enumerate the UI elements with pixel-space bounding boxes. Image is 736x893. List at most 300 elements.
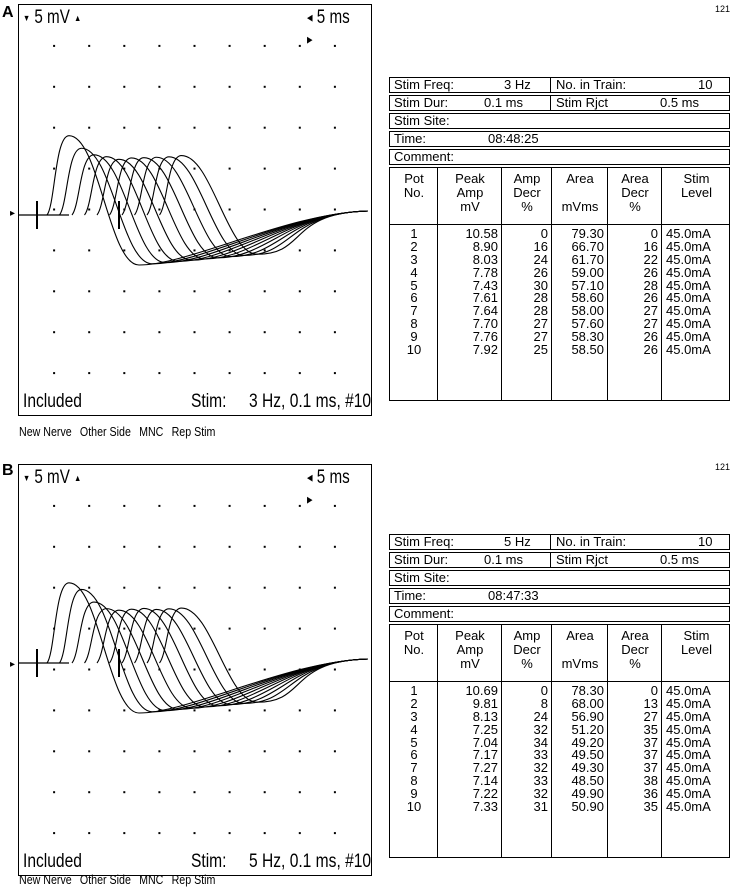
cell-area-1: 78.30 xyxy=(571,683,604,698)
results-table xyxy=(389,534,730,858)
column-stim-level xyxy=(662,168,731,400)
grid-dot xyxy=(299,628,301,630)
cell-area-decr-2: 13 xyxy=(643,695,658,711)
grid-dot xyxy=(334,127,336,129)
grid-dot xyxy=(194,86,196,88)
grid-dot xyxy=(194,372,196,374)
cell-area-decr-9: 36 xyxy=(643,786,658,802)
waveform-display xyxy=(18,464,372,876)
grid-dot xyxy=(158,546,160,548)
column-area xyxy=(552,168,608,400)
cell-peak-amp-2: 8.90 xyxy=(472,238,498,254)
cell-area-decr-7: 37 xyxy=(643,760,658,776)
grid-dot xyxy=(334,832,336,834)
grid-dot xyxy=(158,587,160,589)
included-label: Included xyxy=(23,851,82,872)
grid-dot xyxy=(88,86,90,88)
cell-stim-level-6: 45.0mA xyxy=(666,747,711,763)
cell-area-2: 68.00 xyxy=(571,695,604,711)
column-header-pot-no: Pot No. xyxy=(403,171,425,200)
stim-rjct-label: Stim Rjct xyxy=(556,552,608,567)
up-arrow-icon[interactable]: ▲ xyxy=(74,12,82,23)
info-row-comment xyxy=(389,606,730,622)
grid-dot xyxy=(299,168,301,170)
cell-area-7: 49.30 xyxy=(571,760,604,776)
cell-peak-amp-1: 10.58 xyxy=(465,226,498,241)
left-arrow-icon[interactable]: ◀ xyxy=(307,12,313,23)
cell-amp-decr-7: 32 xyxy=(533,760,548,776)
grid-dot xyxy=(123,372,125,374)
cell-area-10: 50.90 xyxy=(571,799,604,815)
info-row-dur xyxy=(389,552,730,568)
cell-stim-level-8: 45.0mA xyxy=(666,773,711,789)
cell-area-decr-3: 22 xyxy=(643,251,658,267)
grid-dot xyxy=(299,832,301,834)
grid-dot xyxy=(229,209,231,211)
grid-dot xyxy=(158,832,160,834)
grid-dot xyxy=(264,709,266,711)
grid-dot xyxy=(299,331,301,333)
panel-b xyxy=(0,446,736,892)
time-scale[interactable] xyxy=(307,467,358,511)
stim-freq-value: 3 Hz xyxy=(504,77,531,92)
cell-pot-no-10: 10 xyxy=(406,342,422,358)
grid-dot xyxy=(264,45,266,47)
menu-new-nerve[interactable]: New Nerve xyxy=(19,872,72,887)
divider xyxy=(550,534,551,550)
time-label: Time: xyxy=(394,588,427,603)
stim-dur-value: 0.1 ms xyxy=(484,95,524,110)
cell-pot-no-3: 3 xyxy=(410,708,418,724)
grid-dot xyxy=(194,709,196,711)
grid-dot xyxy=(229,628,231,630)
info-row-site xyxy=(389,113,730,129)
grid-dot xyxy=(229,587,231,589)
grid-dot xyxy=(229,546,231,548)
cell-peak-amp-3: 8.03 xyxy=(472,251,498,267)
cell-area-decr-5: 37 xyxy=(643,734,658,750)
grid-dot xyxy=(334,209,336,211)
time-scale-label: 5 ms xyxy=(316,7,350,28)
data-grid xyxy=(389,624,730,858)
grid-dot xyxy=(264,791,266,793)
info-row-dur xyxy=(389,95,730,111)
info-row-freq xyxy=(389,534,730,550)
cell-area-7: 58.00 xyxy=(571,303,604,319)
right-arrow-icon[interactable]: ▶ xyxy=(307,494,313,505)
results-table xyxy=(389,77,730,401)
page-number: 121 xyxy=(714,462,730,472)
stim-site-label: Stim Site: xyxy=(394,113,450,128)
cell-peak-amp-10: 7.33 xyxy=(472,799,498,815)
grid-dot xyxy=(53,505,55,507)
cell-pot-no-6: 6 xyxy=(410,290,418,306)
grid-dot xyxy=(194,628,196,630)
grid-dot xyxy=(158,791,160,793)
grid-dot xyxy=(264,86,266,88)
cell-area-5: 49.20 xyxy=(571,734,604,750)
cell-stim-level-9: 45.0mA xyxy=(666,329,711,345)
column-area-decr xyxy=(608,168,662,400)
grid-dot xyxy=(194,750,196,752)
column-header-peak-amp: Peak Amp mV xyxy=(455,628,485,671)
info-row-site xyxy=(389,570,730,586)
grid-dot xyxy=(123,331,125,333)
menu-bar xyxy=(19,424,224,439)
grid-dot xyxy=(334,791,336,793)
cell-area-decr-8: 38 xyxy=(643,773,658,789)
stim-dur-label: Stim Dur: xyxy=(394,552,449,567)
grid-dot xyxy=(158,290,160,292)
cell-area-9: 58.30 xyxy=(571,329,604,345)
divider xyxy=(550,95,551,111)
grid-dot xyxy=(53,127,55,129)
grid-dot xyxy=(229,832,231,834)
cell-amp-decr-8: 33 xyxy=(533,773,548,789)
grid-dot xyxy=(194,546,196,548)
grid-dot xyxy=(88,290,90,292)
cell-pot-no-4: 4 xyxy=(410,264,418,280)
grid-dot xyxy=(88,587,90,589)
cell-pot-no-9: 9 xyxy=(410,329,418,345)
menu-rep-stim[interactable]: Rep Stim xyxy=(171,872,216,887)
grid-dot xyxy=(158,86,160,88)
menu-bar xyxy=(19,872,224,887)
grid-dot xyxy=(53,86,55,88)
column-peak-amp xyxy=(438,168,502,400)
grid-dot xyxy=(88,127,90,129)
grid-dot xyxy=(88,791,90,793)
info-row-time xyxy=(389,131,730,147)
grid-dot xyxy=(334,86,336,88)
stim-summary: 5 Hz, 0.1 ms, #10 xyxy=(249,851,372,872)
column-area-decr xyxy=(608,625,662,857)
grid-dot xyxy=(299,372,301,374)
grid-dot xyxy=(123,249,125,251)
grid-dot xyxy=(194,791,196,793)
cell-amp-decr-9: 32 xyxy=(533,786,548,802)
grid-dot xyxy=(123,709,125,711)
cell-peak-amp-10: 7.92 xyxy=(472,342,498,358)
cell-stim-level-4: 45.0mA xyxy=(666,721,711,737)
grid-dot xyxy=(299,750,301,752)
grid-dot xyxy=(194,505,196,507)
cell-area-9: 49.90 xyxy=(571,786,604,802)
down-arrow-icon[interactable]: ▼ xyxy=(23,12,31,23)
cell-area-10: 58.50 xyxy=(571,342,604,358)
grid-dot xyxy=(264,331,266,333)
grid-dot xyxy=(53,750,55,752)
cell-peak-amp-7: 7.27 xyxy=(472,760,498,776)
grid-dot xyxy=(264,750,266,752)
cell-area-decr-8: 27 xyxy=(643,316,658,332)
down-arrow-icon[interactable]: ▼ xyxy=(23,472,31,483)
waveform-plot xyxy=(19,5,370,414)
grid-dot xyxy=(158,249,160,251)
grid-dot xyxy=(299,209,301,211)
no-in-train-label: No. in Train: xyxy=(556,534,627,549)
amplitude-scale-label: 5 mV xyxy=(34,7,70,28)
cell-pot-no-1: 1 xyxy=(410,683,418,698)
grid-dot xyxy=(264,505,266,507)
time-label: Time: xyxy=(394,131,427,146)
up-arrow-icon[interactable]: ▲ xyxy=(74,472,82,483)
grid-dot xyxy=(229,45,231,47)
cell-pot-no-6: 6 xyxy=(410,747,418,763)
grid-dot xyxy=(53,791,55,793)
cell-pot-no-5: 5 xyxy=(410,734,418,750)
grid-dot xyxy=(229,290,231,292)
grid-dot xyxy=(158,505,160,507)
grid-dot xyxy=(158,628,160,630)
info-row-comment xyxy=(389,149,730,165)
grid-dot xyxy=(53,709,55,711)
grid-dot xyxy=(158,45,160,47)
cell-stim-level-5: 45.0mA xyxy=(666,734,711,750)
grid-dot xyxy=(158,750,160,752)
left-arrow-icon[interactable]: ◀ xyxy=(307,472,313,483)
grid-dot xyxy=(194,832,196,834)
cell-area-decr-5: 28 xyxy=(643,277,658,293)
cell-pot-no-2: 2 xyxy=(410,238,418,254)
grid-dot xyxy=(299,587,301,589)
cell-peak-amp-9: 7.76 xyxy=(472,329,498,345)
grid-dot xyxy=(53,209,55,211)
grid-dot xyxy=(264,372,266,374)
cell-pot-no-7: 7 xyxy=(410,760,418,776)
column-area xyxy=(552,625,608,857)
grid-dot xyxy=(229,168,231,170)
cell-area-4: 59.00 xyxy=(571,264,604,280)
stim-marker-icon: ▸ xyxy=(10,659,16,670)
grid-dot xyxy=(53,290,55,292)
stim-freq-label: Stim Freq: xyxy=(394,77,454,92)
cell-amp-decr-5: 30 xyxy=(533,277,548,293)
column-header-amp-decr: Amp Decr % xyxy=(513,628,541,671)
grid-dot xyxy=(334,168,336,170)
grid-dot xyxy=(53,331,55,333)
cell-stim-level-8: 45.0mA xyxy=(666,316,711,332)
grid-dot xyxy=(264,290,266,292)
waveform-plot xyxy=(19,465,370,874)
grid-dot xyxy=(264,832,266,834)
grid-dot xyxy=(299,709,301,711)
column-header-area: Area mVms xyxy=(561,628,599,671)
included-label: Included xyxy=(23,391,82,412)
grid-dot xyxy=(334,546,336,548)
cell-amp-decr-5: 34 xyxy=(533,734,548,750)
grid-dot xyxy=(123,546,125,548)
menu-rep-stim[interactable]: Rep Stim xyxy=(171,424,216,439)
cell-stim-level-9: 45.0mA xyxy=(666,786,711,802)
grid-dot xyxy=(194,587,196,589)
cell-peak-amp-7: 7.64 xyxy=(472,303,498,319)
trace-10 xyxy=(160,156,369,255)
divider xyxy=(550,77,551,93)
cell-area-decr-4: 35 xyxy=(643,721,658,737)
grid-dot xyxy=(88,709,90,711)
cell-amp-decr-6: 33 xyxy=(533,747,548,763)
cell-pot-no-8: 8 xyxy=(410,773,418,789)
cell-stim-level-7: 45.0mA xyxy=(666,760,711,776)
column-pot-no xyxy=(390,625,438,857)
cell-amp-decr-1: 0 xyxy=(540,226,548,241)
panel-letter: B xyxy=(2,462,14,479)
grid-dot xyxy=(88,209,90,211)
page-number: 121 xyxy=(714,4,730,14)
grid-dot xyxy=(88,669,90,671)
grid-dot xyxy=(123,750,125,752)
menu-mnc[interactable]: MNC xyxy=(139,424,164,439)
cell-peak-amp-6: 7.61 xyxy=(472,290,498,306)
grid-dot xyxy=(299,249,301,251)
column-header-stim-level: Stim Level xyxy=(680,171,713,200)
grid-dot xyxy=(88,168,90,170)
cell-area-3: 56.90 xyxy=(571,708,604,724)
grid-dot xyxy=(53,372,55,374)
grid-dot xyxy=(88,628,90,630)
stim-rjct-label: Stim Rjct xyxy=(556,95,608,110)
time-scale-label: 5 ms xyxy=(316,467,350,488)
column-peak-amp xyxy=(438,625,502,857)
cell-pot-no-7: 7 xyxy=(410,303,418,319)
trace-8 xyxy=(135,609,369,704)
menu-other-side[interactable]: Other Side xyxy=(79,424,131,439)
grid-dot xyxy=(334,249,336,251)
cell-stim-level-3: 45.0mA xyxy=(666,251,711,267)
grid-dot xyxy=(158,372,160,374)
waveform-display xyxy=(18,4,372,416)
cell-area-decr-10: 26 xyxy=(643,342,658,358)
cell-pot-no-5: 5 xyxy=(410,277,418,293)
cell-amp-decr-9: 27 xyxy=(533,329,548,345)
column-header-amp-decr: Amp Decr % xyxy=(513,171,541,214)
cell-amp-decr-4: 32 xyxy=(533,721,548,737)
cell-peak-amp-5: 7.43 xyxy=(472,277,498,293)
column-pot-no xyxy=(390,168,438,400)
grid-dot xyxy=(229,331,231,333)
column-stim-level xyxy=(662,625,731,857)
grid-dot xyxy=(194,331,196,333)
grid-dot xyxy=(334,628,336,630)
grid-dot xyxy=(53,832,55,834)
grid-dot xyxy=(264,546,266,548)
grid-dot xyxy=(194,249,196,251)
grid-dot xyxy=(299,45,301,47)
comment-label: Comment: xyxy=(394,606,454,621)
stim-summary: 3 Hz, 0.1 ms, #10 xyxy=(249,391,372,412)
cell-peak-amp-8: 7.70 xyxy=(472,316,498,332)
data-grid xyxy=(389,167,730,401)
cell-area-decr-4: 26 xyxy=(643,264,658,280)
column-header-area-decr: Area Decr % xyxy=(621,171,649,214)
grid-dot xyxy=(334,587,336,589)
cell-amp-decr-8: 27 xyxy=(533,316,548,332)
cell-amp-decr-3: 24 xyxy=(533,251,548,267)
grid-dot xyxy=(229,127,231,129)
cell-area-8: 57.60 xyxy=(571,316,604,332)
cell-stim-level-10: 45.0mA xyxy=(666,342,711,358)
grid-dot xyxy=(158,127,160,129)
cell-area-decr-9: 26 xyxy=(643,329,658,345)
amplitude-scale[interactable] xyxy=(23,467,81,489)
right-arrow-icon[interactable]: ▶ xyxy=(307,34,313,45)
menu-new-nerve[interactable]: New Nerve xyxy=(19,424,72,439)
grid-dot xyxy=(299,290,301,292)
grid-dot xyxy=(158,209,160,211)
stim-label: Stim: xyxy=(191,391,227,412)
cell-amp-decr-3: 24 xyxy=(533,708,548,724)
menu-other-side[interactable]: Other Side xyxy=(79,872,131,887)
cell-peak-amp-9: 7.22 xyxy=(472,786,498,802)
grid-dot xyxy=(123,505,125,507)
grid-dot xyxy=(88,372,90,374)
grid-dot xyxy=(299,546,301,548)
cell-area-decr-10: 35 xyxy=(643,799,658,815)
grid-dot xyxy=(53,45,55,47)
cell-amp-decr-2: 16 xyxy=(533,238,548,254)
cell-amp-decr-7: 28 xyxy=(533,303,548,319)
column-header-stim-level: Stim Level xyxy=(680,628,713,657)
menu-mnc[interactable]: MNC xyxy=(139,872,164,887)
column-amp-decr xyxy=(502,168,552,400)
time-scale[interactable] xyxy=(307,7,358,51)
cell-stim-level-1: 45.0mA xyxy=(666,226,711,241)
grid-dot xyxy=(299,791,301,793)
time-value: 08:48:25 xyxy=(488,131,539,146)
amplitude-scale[interactable] xyxy=(23,7,81,29)
grid-dot xyxy=(158,331,160,333)
divider xyxy=(550,552,551,568)
grid-dot xyxy=(53,546,55,548)
info-row-freq xyxy=(389,77,730,93)
cell-stim-level-4: 45.0mA xyxy=(666,264,711,280)
cell-stim-level-6: 45.0mA xyxy=(666,290,711,306)
trace-6 xyxy=(110,609,369,707)
cell-area-decr-1: 0 xyxy=(650,226,658,241)
grid-dot xyxy=(194,45,196,47)
grid-dot xyxy=(264,209,266,211)
column-header-peak-amp: Peak Amp mV xyxy=(455,171,485,214)
grid-dot xyxy=(264,127,266,129)
amplitude-scale-label: 5 mV xyxy=(34,467,70,488)
cell-stim-level-10: 45.0mA xyxy=(666,799,711,815)
stim-rjct-value: 0.5 ms xyxy=(660,552,700,567)
grid-dot xyxy=(123,587,125,589)
cell-peak-amp-1: 10.69 xyxy=(465,683,498,698)
cell-area-3: 61.70 xyxy=(571,251,604,267)
cell-amp-decr-2: 8 xyxy=(540,695,548,711)
grid-dot xyxy=(88,45,90,47)
grid-dot xyxy=(264,669,266,671)
grid-dot xyxy=(299,505,301,507)
grid-dot xyxy=(334,709,336,711)
trace-7 xyxy=(122,158,368,258)
cell-area-decr-3: 27 xyxy=(643,708,658,724)
cell-area-decr-6: 37 xyxy=(643,747,658,763)
stim-rjct-value: 0.5 ms xyxy=(660,95,700,110)
grid-dot xyxy=(88,750,90,752)
cell-stim-level-1: 45.0mA xyxy=(666,683,711,698)
grid-dot xyxy=(229,669,231,671)
grid-dot xyxy=(123,791,125,793)
grid-dot xyxy=(88,546,90,548)
cell-area-decr-6: 26 xyxy=(643,290,658,306)
grid-dot xyxy=(194,127,196,129)
stim-freq-label: Stim Freq: xyxy=(394,534,454,549)
grid-dot xyxy=(53,587,55,589)
grid-dot xyxy=(53,669,55,671)
